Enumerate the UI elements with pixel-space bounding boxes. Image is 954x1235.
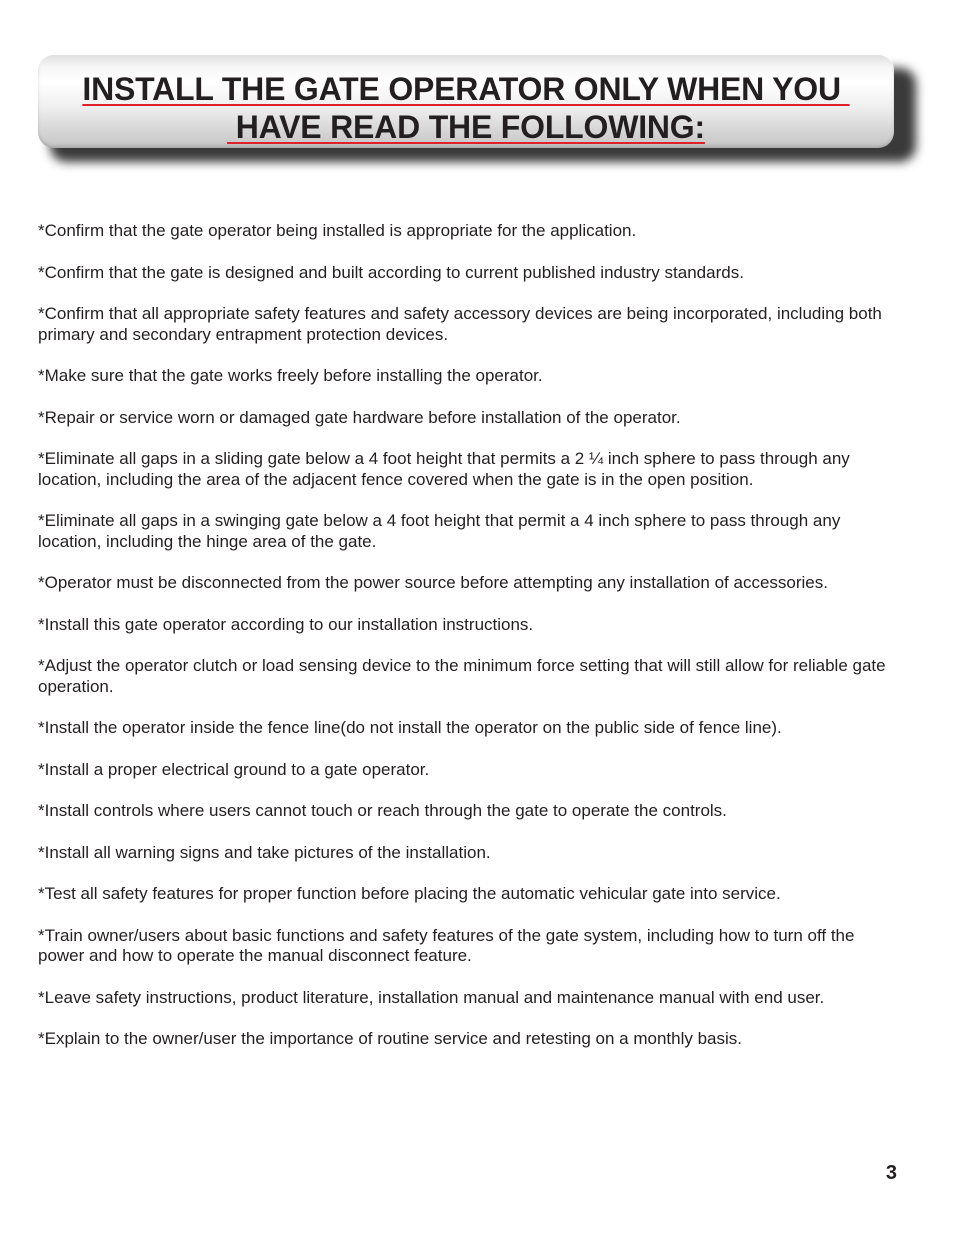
instruction-item: *Eliminate all gaps in a sliding gate below a 4 foot height that permits a 2 ¼ inch sphere to pass through any location, including the area of the adjacent fence covered when the gate is in the open position. xyxy=(38,449,850,489)
instruction-item: *Train owner/users about basic functions and safety features of the gate system, including how to turn off the power and how to operate the manual disconnect feature. xyxy=(38,925,855,965)
page-title-line-2: HAVE READ THE FOLLOWING: xyxy=(227,109,705,145)
instruction-item: *Confirm that all appropriate safety features and safety accessory devices are being incorporated, including both primary and secondary entrapment protection devices. xyxy=(38,304,882,344)
instruction-item: *Explain to the owner/user the importance of routine service and retesting on a monthly basis. xyxy=(38,1029,742,1048)
instruction-item: *Confirm that the gate operator being installed is appropriate for the application. xyxy=(38,221,637,240)
page-title-line-1: INSTALL THE GATE OPERATOR ONLY WHEN YOU xyxy=(82,71,850,107)
instruction-item: *Install this gate operator according to our installation instructions. xyxy=(38,614,534,634)
instruction-item: *Operator must be disconnected from the power source before attempting any installation of accessories. xyxy=(38,573,828,592)
instruction-item: *Eliminate all gaps in a swinging gate below a 4 foot height that permit a 4 inch sphere to pass through any location, including the hinge area of the gate. xyxy=(38,511,841,551)
instruction-item: *Leave safety instructions, product literature, installation manual and maintenance manual with end user. xyxy=(38,987,825,1007)
instruction-item: *Repair or service worn or damaged gate hardware before installation of the operator. xyxy=(38,407,681,427)
instruction-item: *Adjust the operator clutch or load sensing device to the minimum force setting that will still allow for reliable gate operation. xyxy=(38,656,886,696)
instruction-item: *Confirm that the gate is designed and built according to current published industry standards. xyxy=(38,262,744,282)
instructions-list xyxy=(38,221,894,1071)
instruction-item: *Install controls where users cannot touch or reach through the gate to operate the controls. xyxy=(38,801,727,820)
instruction-item: *Make sure that the gate works freely before installing the operator. xyxy=(38,366,543,385)
page-number: 3 xyxy=(885,1162,897,1184)
instruction-item: *Install the operator inside the fence line(do not install the operator on the public side of fence line). xyxy=(38,718,782,737)
title-banner xyxy=(38,54,894,148)
instruction-item: *Install all warning signs and take pictures of the installation. xyxy=(38,842,491,862)
instruction-item: *Install a proper electrical ground to a gate operator. xyxy=(38,759,430,779)
instruction-item: *Test all safety features for proper function before placing the automatic vehicular gate into service. xyxy=(38,884,781,903)
